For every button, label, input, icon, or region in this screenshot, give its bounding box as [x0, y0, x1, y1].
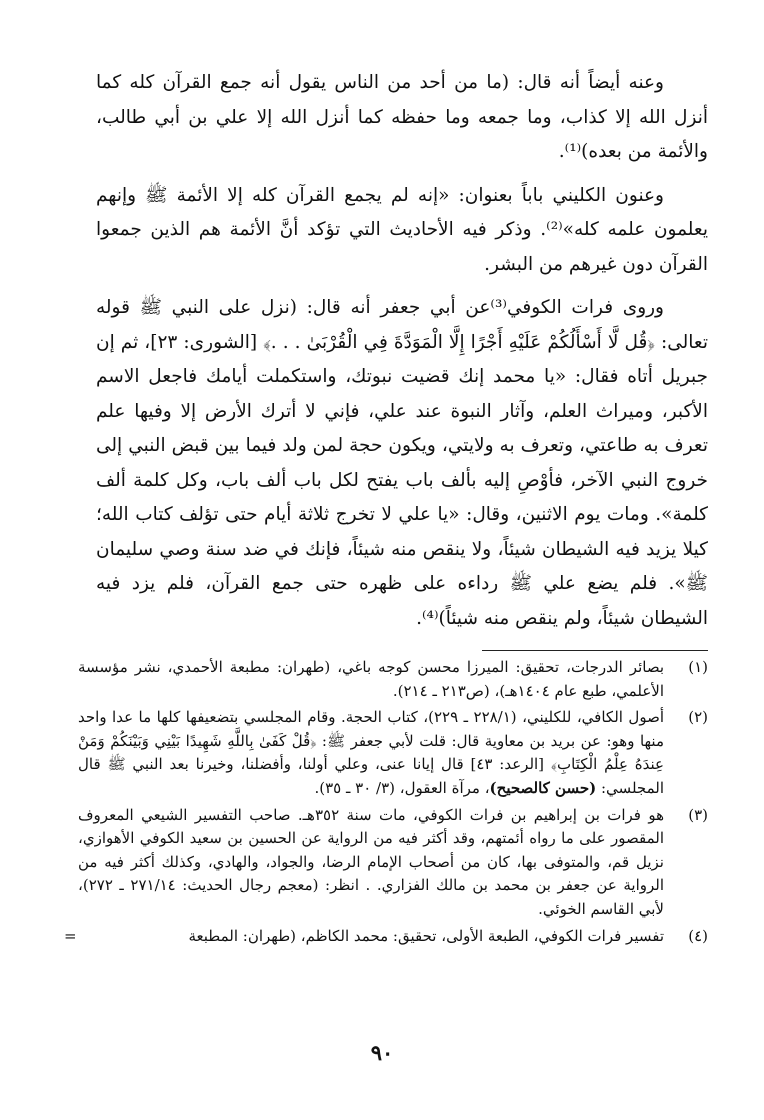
footnote-2	[78, 706, 708, 800]
footnote-number: (٤)	[688, 926, 708, 945]
footnote-text: هو فرات بن إبراهيم بن فرات الكوفي، مات سنة ٣٥٢هـ. صاحب التفسير الشيعي المعروف المقصور على ما رواه أئمتهم، وقد أكثر فيه من الرواية عن الحسين بن سعيد الكوفي الأهوازي، نزيل قم، والمتوفى بها، كان من أصحاب الإمام الرضا، والجواد، والهادي، وكذلك أكثر فيه من الرواية عن جعفر بن محمد بن مالك الفزاري. . انظر: (معجم رجال الحديث: ٢٧١/١٤ ـ ٢٧٢)، لأبي القاسم الخوئي.	[78, 805, 664, 918]
paragraph-1: وعنه أيضاً أنه قال: (ما من أحد من الناس يقول أنه جمع القرآن كله كما أنزل الله إلا كذاب، وما جمعه وما حفظه كما أنزل الله إلا علي بن أبي طالب، والأئمة من بعده)⁽¹⁾.	[96, 72, 708, 162]
paragraph-3: وروى فرات الكوفي⁽³⁾عن أبي جعفر أنه قال: (نزل على النبي ﷺ قوله تعالى: ﴿قُل لَّا أَسْأَلُكُمْ عَلَيْهِ أَجْرًا إِلَّا الْمَوَدَّةَ فِي الْقُرْبَىٰ . . .﴾ [الشورى: ٢٣]، ثم إن جبريل أتاه فقال: «يا محمد إنك قضيت نبوتك، واستكملت أيامك فاجعل الاسم الأكبر، وميراث العلم، وآثار النبوة عند علي، فإني لا أترك الأرض إلا وفيها علم تعرف به طاعتي، وتعرف به ولايتي، ويكون حجة لمن ولد فيما بين قبض النبي إلى خروج النبي الآخر، فأوْصِ إليه بألف باب يفتح لكل باب ألف باب، وكل كلمة ألف كلمة». ومات يوم الاثنين، وقال: «يا علي لا تخرج ثلاثة أيام حتى تؤلف كتاب الله؛ كيلا يزيد فيه الشيطان شيئاً، ولا ينقص منه شيئاً، فإنك في ضد سنة وصي سليمان ﷺ». فلم يضع علي ﷺ رداءه على ظهره حتى جمع القرآن، فلم يزد فيه الشيطان شيئاً، ولم ينقص منه شيئاً)⁽⁴⁾.	[96, 297, 708, 629]
footnote-divider	[482, 650, 708, 651]
footnote-number: (٢)	[688, 708, 708, 727]
main-text	[96, 66, 708, 636]
footnote-grade: (حسن كالصحيح)	[489, 778, 597, 797]
paragraph-2: وعنون الكليني باباً بعنوان: «إنه لم يجمع القرآن كله إلا الأئمة ﷺ وإنهم يعلمون علمه كله»⁽²⁾. وذكر فيه الأحاديث التي تؤكد أنَّ الأئمة هم الذين جمعوا القرآن دون غيرهم من البشر.	[96, 184, 708, 275]
footnote-1	[78, 656, 708, 703]
footnote-text-tail: ، مرآة العقول، (٣/ ٣٠ ـ ٣٥).	[314, 778, 490, 797]
footnote-number: (١)	[688, 658, 708, 676]
footnotes	[64, 656, 708, 948]
continuation-mark: =	[64, 926, 77, 945]
footnote-3	[78, 804, 708, 922]
footnote-text: تفسير فرات الكوفي، الطبعة الأولى، تحقيق: محمد الكاظم، (طهران: المطبعة	[188, 926, 664, 945]
footnote-text: بصائر الدرجات، تحقيق: الميرزا محسن كوجه باغي، (طهران: مطبعة الأحمدي، نشر مؤسسة الأعلمي، طبع عام ١٤٠٤هـ)، (ص٢١٣ ـ ٢١٤).	[78, 658, 664, 700]
footnote-number: (٣)	[688, 805, 708, 824]
page-number: ٩٠	[370, 1040, 394, 1065]
footnote-text: أصول الكافي، للكليني، (٢٢٨/١ ـ ٢٢٩)، كتاب الحجة. وقام المجلسي بتضعيفها كلها ما عدا واحد منها وهو: عن بريد بن معاوية قال: قلت لأبي جعفر ﷺ: ﴿قُلْ كَفَىٰ بِاللَّهِ شَهِيدًا بَيْنِي وَبَيْنَكُمْ وَمَنْ عِندَهُ عِلْمُ الْكِتَابِ﴾ [الرعد: ٤٣] قال إيانا عنى، وعلي أولنا، وأفضلنا، وخيرنا بعد النبي ﷺ قال المجلسي:	[78, 708, 664, 797]
footnote-4	[64, 925, 708, 949]
